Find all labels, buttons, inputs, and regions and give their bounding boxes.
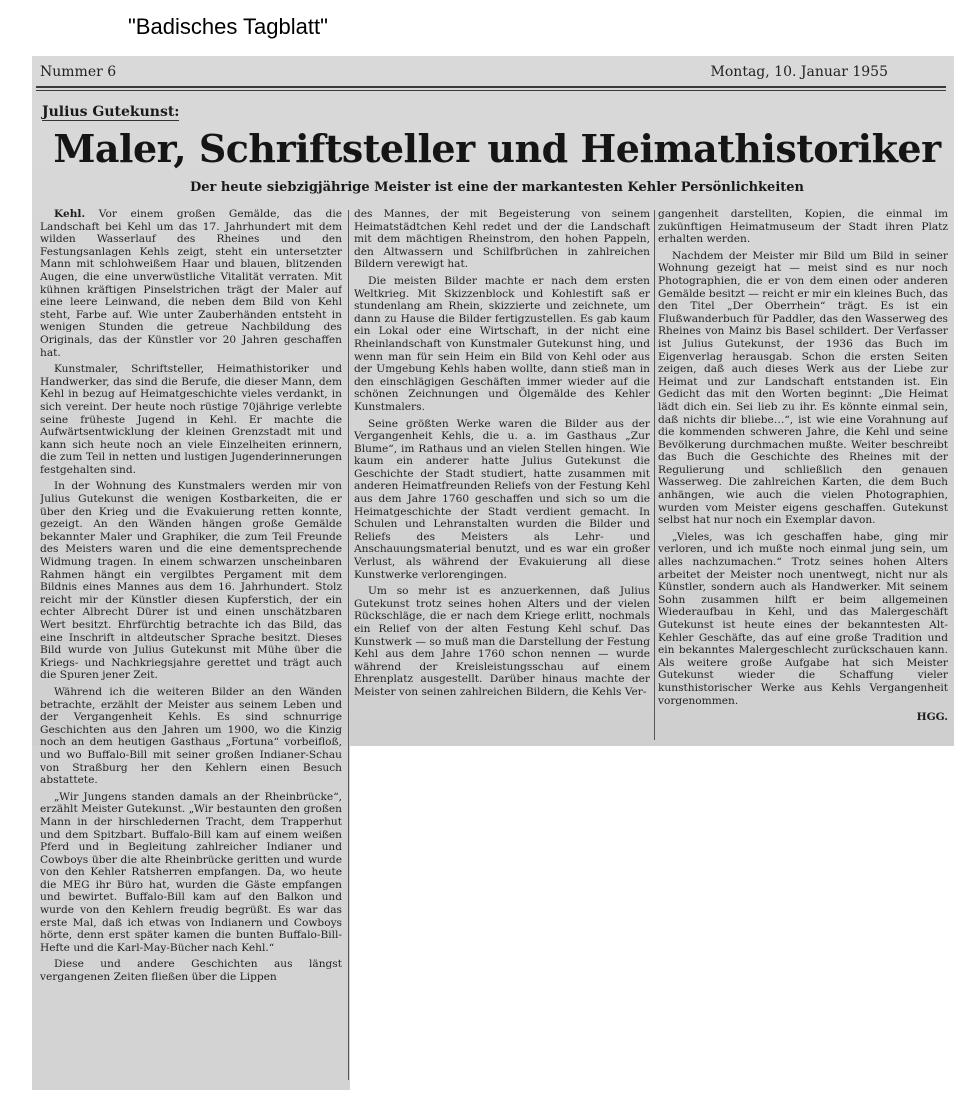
paragraph: Diese und andere Geschichten aus längst vergangenen Zeiten fließen über die Lippen [40,958,342,984]
paragraph: Seine größten Werke waren die Bilder aus der Vergangenheit Kehls, die u. a. im Gasthaus „Zur Blume“, im Rathaus und an vielen Stellen hingen. Wie kaum ein anderer hatte Julius Gutekunst die Geschichte der Stadt studiert, hatte zusammen mit anderen Heimatfreunden Reliefs von der Festung Kehl aus dem Jahre 1760 geschaffen und sich so um die Heimatgeschichte der Stadt verdient gemacht. In Schulen und Lehranstalten wurden die Bilder und Reliefs des Meisters als Lehr- und Anschauungsmaterial benutzt, und es war ein großer Verlust, als während der Evakuierung all diese Kunstwerke verlorengingen. [354,417,650,581]
paragraph: des Mannes, der mit Begeisterung von seinem Heimatstädtchen Kehl redet und der die Landschaft mit dem mächtigen Rheinstrom, den hohen Pappeln, den Altwassern und Schilfbrüchen in zahlreichen Bildern verewigt hat. [354,208,650,271]
column-divider-2 [654,210,655,740]
paragraph-text: Vor einem großen Gemälde, das die Landschaft bei Kehl um das 17. Jahrhundert mit dem wilden Wasserlauf des Rheines und den Festungsanlagen Kehls zeigt, steht ein untersetzter Mann mit schlohweißem Haar und blauen, blitzenden Augen, die eine unverwüstliche Vitalität verraten. Mit kühnen kräftigen Pinselstrichen trägt der Maler auf eine leere Leinwand, die neben dem Bild von Kehl steht, Farbe auf. Wie unter Zauberhänden entsteht in wenigen Stunden die getreue Nachbildung des Originals, das der Künstler vor 20 Jahren geschaffen hat. [40,208,342,359]
paragraph: gangenheit darstellten, Kopien, die einmal im zukünftigen Heimatmuseum der Stadt ihren Platz erhalten werden. [658,208,948,246]
issue-date: Montag, 10. Januar 1955 [710,64,888,80]
masthead-rule [36,86,946,88]
issue-number: Nummer 6 [40,64,117,80]
paragraph: „Vieles, was ich geschaffen habe, ging mir verloren, und ich mußte noch einmal jung sein, um alles nachzumachen.“ Trotz seines hohen Alters arbeitet der Meister noch unentwegt, nicht nur als Künstler, sondern auch als Handwerker. Mit seinem Sohn zusammen hilft er beim allgemeinen Wiederaufbau in Kehl, und das Malergeschäft Gutekunst ist heute eines der bekanntesten Alt-Kehler Geschäfte, das auf eine große Tradition und ein bekanntes Malergeschlecht zurückschauen kann. Als weitere große Aufgabe hat sich Meister Gutekunst wieder die Schaffung vieler kunsthistorischer Werke aus Kehls Vergangenheit vorgenommen. [658,530,948,707]
newspaper-label: "Badisches Tagblatt" [128,14,328,39]
article-headline: Maler, Schriftsteller und Heimathistoriker [53,126,941,171]
paragraph: Die meisten Bilder machte er nach dem ersten Weltkrieg. Mit Skizzenblock und Kohlestift saß er stundenlang am Rhein, skizzierte und zeichnete, um dann zu Hause die Bilder fertigzustellen. Es gab kaum ein Lokal oder eine Wirtschaft, in der nicht eine Rheinlandschaft von Kunstmaler Gutekunst hing, und wenn man für sein Heim ein Bild von Kehl oder aus der Umgebung Kehls haben wollte, dann stieß man in den einschlägigen Geschäften immer wieder auf die schönen Zeichnungen und Ölgemälde des Kehler Kunstmalers. [354,274,650,413]
article-column-2 [354,208,650,756]
article-column-1 [40,208,342,1088]
article-byline: Julius Gutekunst: [42,104,180,120]
masthead-rule-thin [36,90,946,91]
article-column-3 [658,208,948,756]
paragraph: Kunstmaler, Schriftsteller, Heimathistoriker und Handwerker, das sind die Berufe, die dieser Mann, dem Kehl in bezug auf Heimatgeschichte vieles verdankt, in sich vereint. Der heute noch rüstige 70jährige verlebte seine früheste Jugend in Kehl. Er machte die Aufwärtsentwicklung der kleinen Grenzstadt mit und kann sich heute noch an viele Einzelheiten erinnern, die zum Teil in netten und lustigen Jugenderinnerungen festgehalten sind. [40,363,342,476]
article-subhead: Der heute siebzigjährige Meister ist eine der markantesten Kehler Persönlichkeiten [190,180,804,195]
paragraph: Um so mehr ist es anzuerkennen, daß Julius Gutekunst trotz seines hohen Alters und der vielen Rückschläge, die er nach dem Kriege erlitt, nochmals ein Relief von der alten Festung Kehl schuf. Das Kunstwerk — so muß man die Darstellung der Festung Kehl aus dem Jahre 1760 schon nennen — wurde während der Kreisleistungsschau auf einem Ehrenplatz ausgestellt. Darüber hinaus machte der Meister von seinen zahlreichen Bildern, die Kehls Ver- [354,585,650,698]
dateline: Kehl. [54,208,86,220]
author-signature: HGG. [916,711,948,724]
paragraph: Nachdem der Meister mir Bild um Bild in seiner Wohnung gezeigt hat — meist sind es nur noch Photographien, die er von dem einen oder anderen Gemälde besitzt — reicht er mir ein kleines Buch, das den Titel „Der Oberrhein“ trägt. Es ist ein Flußwanderbuch für Paddler, das den Wasserweg des Rheines von Mainz bis Basel schildert. Der Verfasser ist Julius Gutekunst, der 1936 das Buch im Eigenverlag herausgab. Schon die ersten Seiten zeigen, daß auch dieses Werk aus der Liebe zur Heimat und zur Landschaft entstanden ist. Ein Gedicht das mit den Worten beginnt: „Die Heimat lädt dich ein. Sei lieb zu ihr. Es könnte einmal sein, daß nichts dir bliebe…“, ist wie eine Vorahnung auf die kommenden schweren Jahre, die Kehl und seine Bevölkerung durchmachen mußte. Weiter beschreibt das Buch die Geschichte des Rheines mit der Regulierung und schließlich den genauen Wasserweg. Die zahlreichen Karten, die dem Buch anhängen, wie auch die vielen Photographien, wurden vom Meister eigens geschaffen. Gutekunst selbst hat nur noch ein Exemplar davon. [658,249,948,527]
paragraph [40,208,342,359]
paragraph: In der Wohnung des Kunstmalers werden mir von Julius Gutekunst die wenigen Kostbarkeiten, die er über den Krieg und die Evakuierung retten konnte, gezeigt. An den Wänden hängen große Gemälde bekannter Maler und Graphiker, die zum Teil Freunde des Meisters waren und die eine dementsprechende Widmung tragen. In einem schwarzen unscheinbaren Rahmen hängt ein vergilbtes Pergament mit dem Bildnis eines Mannes aus dem 16. Jahrhundert. Stolz reicht mir der Künstler diesen Kupferstich, der ein echter Albrecht Dürer ist und einen unschätzbaren Wert besitzt. Ehrfürchtig betrachte ich das Bild, das eine Inschrift in altdeutscher Sprache besitzt. Dieses Bild wurde von Julius Gutekunst mit Mühe über die Kriegs- und Nachkriegsjahre gerettet und trägt auch die Spuren jener Zeit. [40,480,342,682]
column-divider-1 [348,210,349,1080]
paragraph: Während ich die weiteren Bilder an den Wänden betrachte, erzählt der Meister aus seinem Leben und der Vergangenheit Kehls. Es sind schnurrige Geschichten aus den Jahren um 1900, wo die Kinzig noch an dem heutigen Gasthaus „Fortuna“ vorbeifloß, und wo Buffalo-Bill mit seiner großen Indianer-Schau von Straßburg her den Kehlern einen Besuch abstattete. [40,685,342,787]
paragraph: „Wir Jungens standen damals an der Rheinbrücke“, erzählt Meister Gutekunst. „Wir bestaunten den großen Mann in der hirschledernen Tracht, dem Trapperhut und dem Spitzbart. Buffalo-Bill kam auf einem weißen Pferd und in Begleitung zahlreicher Indianer und Cowboys über die alte Rheinbrücke geritten und wurde von den Kehler Ratsherren empfangen. Da, wo heute die MEG ihr Büro hat, wurden die Gäste empfangen und bewirtet. Buffalo-Bill kam auf den Balkon und wurde von den Kehlern freudig begrüßt. Es war das erste Mal, daß ich etwas von Indianern und Cowboys hörte, denn erst später kamen die bunten Buffalo-Bill-Hefte und die Karl-May-Bücher nach Kehl.“ [40,790,342,954]
